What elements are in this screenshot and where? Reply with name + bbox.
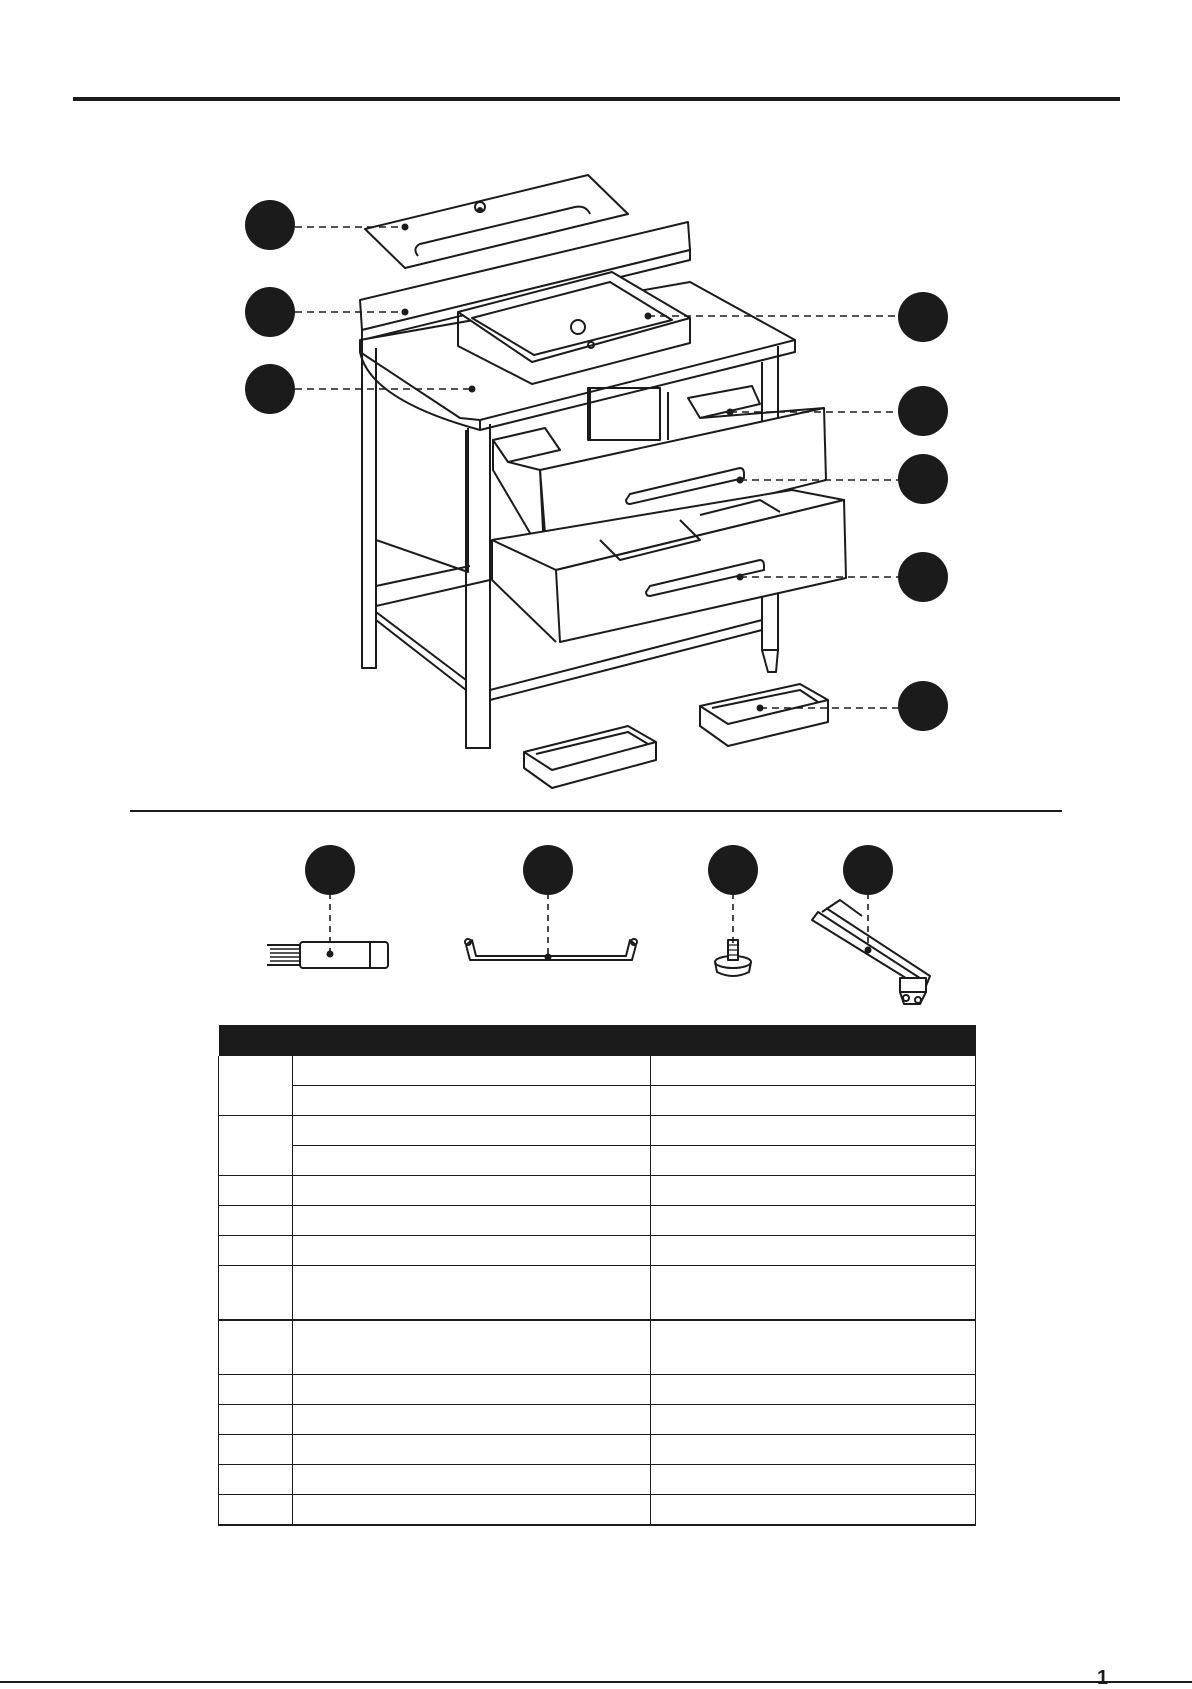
- part-id-cell: [219, 1320, 293, 1375]
- part-qty-cell: [651, 1116, 976, 1146]
- header-name: [293, 1025, 651, 1056]
- part-id-cell: [219, 1375, 293, 1405]
- part-name-cell: [293, 1176, 651, 1206]
- table-row: [219, 1206, 976, 1236]
- part-name-cell: [293, 1495, 651, 1526]
- part-id-cell: [219, 1236, 293, 1266]
- part-id-cell: [219, 1465, 293, 1495]
- table-row: [219, 1176, 976, 1206]
- table-row: [219, 1116, 976, 1146]
- part-id-cell: [219, 1116, 293, 1176]
- part-name-cell: [293, 1206, 651, 1236]
- table-row: [219, 1495, 976, 1526]
- part-name-cell: [293, 1236, 651, 1266]
- part-id-cell: [219, 1435, 293, 1465]
- part-name-cell: [293, 1320, 651, 1375]
- part-qty-cell: [651, 1320, 976, 1375]
- part-qty-cell: [651, 1056, 976, 1086]
- part-id-cell: [219, 1056, 293, 1116]
- callout-leveling-foot: [708, 845, 758, 895]
- part-name-cell: [293, 1056, 651, 1086]
- part-name-cell: [293, 1116, 651, 1146]
- part-id-cell: [219, 1176, 293, 1206]
- part-name-cell: [293, 1266, 651, 1321]
- part-qty-cell: [651, 1435, 976, 1465]
- part-qty-cell: [651, 1495, 976, 1526]
- part-id-cell: [219, 1405, 293, 1435]
- part-qty-cell: [651, 1266, 976, 1321]
- part-qty-cell: [651, 1465, 976, 1495]
- table-row: [219, 1146, 976, 1176]
- table-header-row: [219, 1025, 976, 1056]
- part-name-cell: [293, 1405, 651, 1435]
- part-qty-cell: [651, 1146, 976, 1176]
- part-qty-cell: [651, 1405, 976, 1435]
- table-row: [219, 1266, 976, 1321]
- table-row: [219, 1435, 976, 1465]
- part-name-cell: [293, 1465, 651, 1495]
- part-id-cell: [219, 1266, 293, 1321]
- header-qty: [651, 1025, 976, 1056]
- table-row: [219, 1320, 976, 1375]
- part-name-cell: [293, 1086, 651, 1116]
- part-name-cell: [293, 1435, 651, 1465]
- part-id-cell: [219, 1206, 293, 1236]
- callout-handle: [523, 845, 573, 895]
- table-row: [219, 1405, 976, 1435]
- part-qty-cell: [651, 1086, 976, 1116]
- header-id: [219, 1025, 293, 1056]
- table-row: [219, 1236, 976, 1266]
- part-name-cell: [293, 1375, 651, 1405]
- table-row: [219, 1465, 976, 1495]
- parts-table: [218, 1025, 976, 1526]
- page-number: 1: [1097, 1667, 1109, 1689]
- bottom-rule: [0, 1681, 1192, 1683]
- callout-drawer-slide: [843, 845, 893, 895]
- part-qty-cell: [651, 1206, 976, 1236]
- table-row: [219, 1375, 976, 1405]
- callout-dowel: [305, 845, 355, 895]
- part-qty-cell: [651, 1176, 976, 1206]
- part-qty-cell: [651, 1236, 976, 1266]
- part-qty-cell: [651, 1375, 976, 1405]
- part-id-cell: [219, 1495, 293, 1526]
- part-name-cell: [293, 1146, 651, 1176]
- table-row: [219, 1056, 976, 1086]
- table-row: [219, 1086, 976, 1116]
